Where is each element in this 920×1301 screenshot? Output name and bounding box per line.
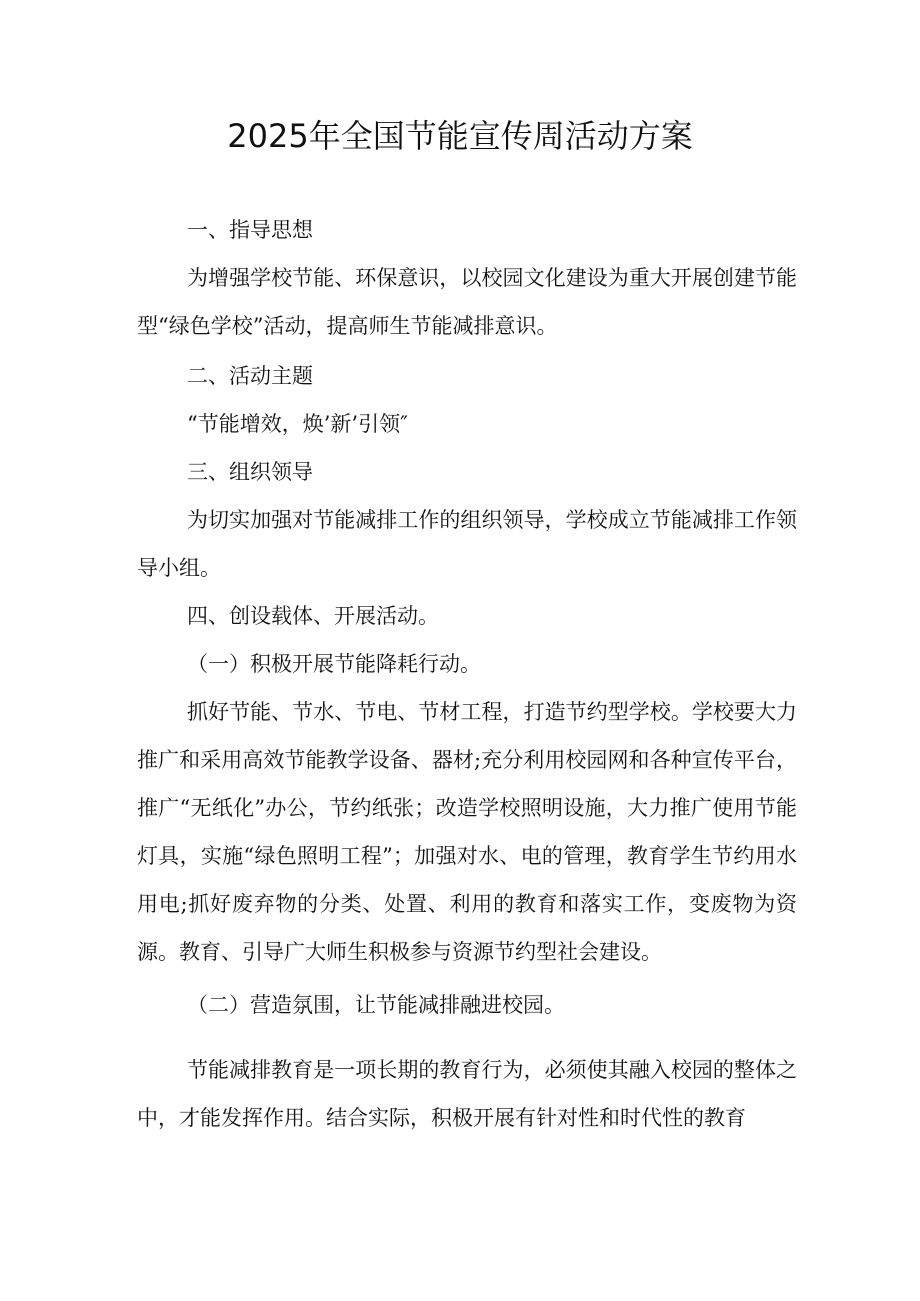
document-title: 2025年全国节能宣传周活动方案: [227, 117, 693, 155]
section-heading-activities: 四、创设载体、开展活动。: [187, 604, 439, 628]
section-heading-guiding-ideology: 一、指导思想: [187, 218, 313, 242]
subsection-body-energy-saving: 抓好节能、节水、节电、节材工程，打造节约型学校。学校要大力推广和采用高效节能教学设备、器材;充分利用校园网和各种宣传平台，推广“无纸化”办公，节约纸张；改造学校照明设施，大力推广使用节能灯具，实施“绿色照明工程”；加强对水、电的管理，教育学生节约用水用电;抓好废弃物的分类、处置、利用的教育和落实工作，变废物为资源。教育、引导广大师生积极参与资源节约型社会建设。: [137, 700, 797, 964]
activity-theme-text: “节能增效，焕’新’引领″: [187, 412, 408, 436]
section-heading-organization: 三、组织领导: [187, 460, 313, 484]
subsection-body-atmosphere: 节能减排教育是一项长期的教育行为，必须使其融入校园的整体之中，才能发挥作用。结合实际，积极开展有针对性和时代性的教育: [137, 1058, 797, 1130]
section-heading-activity-theme: 二、活动主题: [187, 364, 313, 388]
subsection-heading-atmosphere: （二）营造氛围，让节能减排融进校园。: [187, 993, 565, 1017]
section-body-guiding-ideology: 为增强学校节能、环保意识，以校园文化建设为重大开展创建节能型“绿色学校”活动，提高师生节能减排意识。: [137, 266, 797, 338]
section-body-organization: 为切实加强对节能减排工作的组织领导，学校成立节能减排工作领导小组。: [137, 508, 797, 580]
subsection-heading-energy-saving: （一）积极开展节能降耗行动。: [187, 652, 481, 676]
